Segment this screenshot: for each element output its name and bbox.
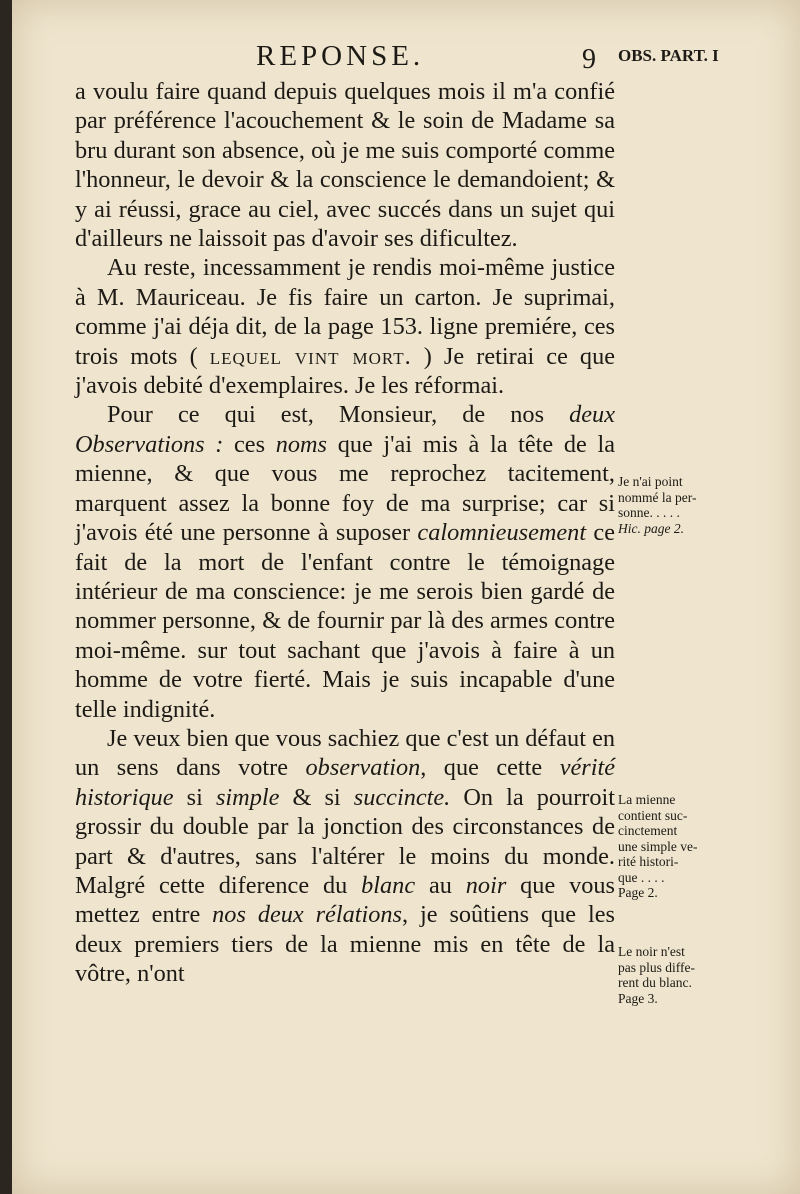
margin-note-2-line: cinctement <box>618 823 678 838</box>
margin-note-3-line: rent du blanc. <box>618 975 692 990</box>
p4-text-d: & si <box>292 783 341 811</box>
p4-text-c: si <box>186 783 203 811</box>
p4-italic-1: observation <box>305 754 421 782</box>
margin-note-2-line: La mienne <box>618 792 676 807</box>
body-text <box>75 77 615 989</box>
margin-note-1-line: sonne. . . . . <box>618 505 680 520</box>
p3-italic-1: deux Observations : <box>75 401 615 458</box>
margin-note-3-line: Page 3. <box>618 990 658 1006</box>
p2-small-caps: lequel vint mort. <box>209 342 412 370</box>
paragraph-2 <box>75 253 615 400</box>
page-header <box>12 40 800 80</box>
margin-note-2-line: contient suc- <box>618 807 688 823</box>
p3-italic-2: noms <box>275 430 328 458</box>
p3-italic-3: calomnieusement <box>417 519 587 547</box>
p4-italic-7: nos deux rélations <box>212 901 402 929</box>
book-page <box>12 0 800 1194</box>
running-head: REPONSE. <box>256 40 425 72</box>
margin-note-2-line: que . . . . <box>618 869 665 885</box>
margin-note-1-line: Je n'ai point <box>618 474 683 489</box>
p4-italic-2: vérité historique <box>75 754 616 811</box>
margin-note-3 <box>618 944 728 1006</box>
p4-text-a: Je veux bien que vous sachiez que c'est un défaut en un sens dans votre <box>75 724 615 782</box>
p4-text-b: , que cette <box>420 754 543 782</box>
p4-text-e: On la pourroit grossir du double par la jonction des circonstances de part & d'autres, sans l'altérer le moins du monde. Malgré cette diference du <box>75 783 616 899</box>
p4-italic-3: simple <box>215 783 280 811</box>
margin-note-2-line: une simple ve- <box>618 838 698 854</box>
p4-text-h: , je soûtiens que les deux premiers tiers de la mienne mis en tête de la vôtre, n'ont <box>75 901 615 988</box>
margin-note-1-line: nommé la per- <box>618 489 697 505</box>
paragraph-3 <box>75 400 615 723</box>
p4-italic-4: succincte. <box>353 783 451 811</box>
p3-text-d: ce fait de la mort de l'enfant contre le témoignage intérieur de ma conscience: je me serois bien gardé de nommer personne, & de fournir par là des armes contre moi-même. sur tout sachant que j'avois à faire à un homme de votre fierté. Mais je suis incapable d'une telle indignité. <box>75 519 615 723</box>
p2-text-b: ) Je retirai ce que j'avois debité d'exemplaires. Je les réformai. <box>75 342 615 400</box>
paragraph-1 <box>75 77 615 253</box>
margin-note-2-line: Page 2. <box>618 885 658 900</box>
p4-text-g: que vous mettez entre <box>75 871 615 929</box>
p3-text-a: Pour ce qui est, Monsieur, de nos <box>107 401 545 429</box>
margin-note-2-line: rité histori- <box>618 854 679 869</box>
p3-text-b: ces <box>234 430 266 458</box>
paragraph-4 <box>75 724 615 989</box>
margin-note-1-line: Hic. page 2. <box>618 520 684 536</box>
page-number: 9 <box>582 44 596 75</box>
p4-italic-6: noir <box>465 871 507 899</box>
margin-note-2 <box>618 792 728 901</box>
margin-note-1 <box>618 474 728 536</box>
p4-italic-5: blanc <box>361 871 416 899</box>
p4-text-f: au <box>428 871 452 899</box>
margin-note-3-line: Le noir n'est <box>618 944 685 959</box>
margin-note-3-line: pas plus diffe- <box>618 959 695 975</box>
p1-text: a voulu faire quand depuis quelques mois il m'a confié par préférence l'acouchement & le soin de Madame sa bru durant son absence, où je me suis comporté comme l'honneur, le devoir & la conscience le demandoient; & y ai réussi, grace au ciel, avec succés dans un sujet qui d'ailleurs ne laissoit pas d'avoir ses dificultez. <box>75 78 615 253</box>
p3-text-c: que j'ai mis à la tête de la mienne, & que vous me reprochez tacitement, marquent assez la bonne foy de ma surprise; car si j'avois été une personne à suposer <box>75 430 616 547</box>
p2-text-a: Au reste, incessamment je rendis moi-même justice à M. Mauriceau. Je fis faire un carton. Je suprimai, comme j'ai déja dit, de la page 153. ligne premiére, ces trois mots ( <box>75 254 615 370</box>
obs-label: OBS. PART. I <box>618 46 719 65</box>
